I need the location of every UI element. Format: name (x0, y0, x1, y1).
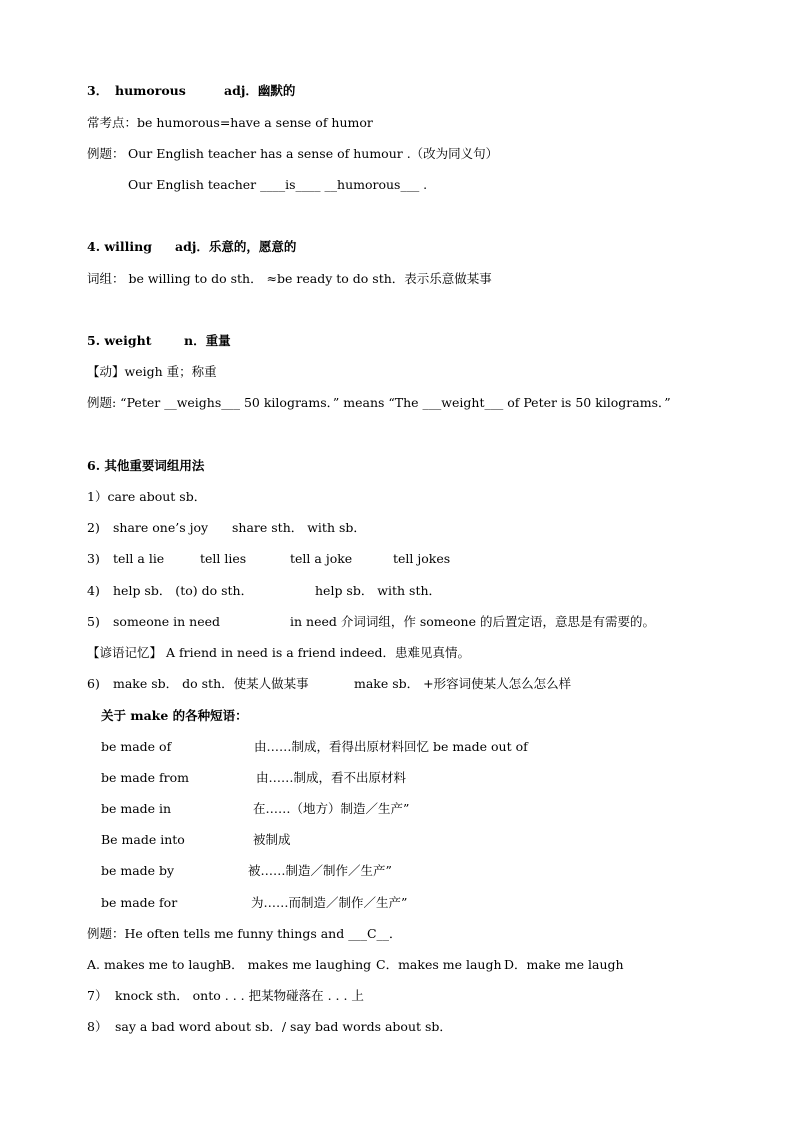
s6-item-3-num: 3) (87, 551, 100, 566)
s6-item-3-d: tell jokes (393, 551, 451, 566)
s3-test-point-text: 常考点：be humorous=have a sense of humor (87, 115, 373, 130)
s6-title: 6. 其他重要词组用法 (87, 458, 205, 473)
s5-verb-text: 【动】weigh 重；称重 (87, 364, 217, 379)
s6-item-5-b: in need 介词词组，作 someone 的后置定语，意思是有需要的。 (290, 614, 655, 629)
make-phrase-zh: 为……而制造／制作／生产” (251, 895, 408, 910)
s6-proverb-text: 【谚语记忆】 A friend in need is a friend indeed．患难见真情。 (87, 645, 471, 660)
make-phrase-en: be made from (101, 770, 190, 785)
s3-word: humorous (115, 83, 186, 98)
s6-item-3-a: tell a lie (113, 551, 165, 566)
s3-number: 3． (87, 83, 109, 98)
make-phrase-zh: 被……制造／制作／生产” (248, 863, 392, 878)
s6-item-4-b: help sb． with sth． (315, 583, 442, 598)
s5-pos: n．重量 (184, 333, 231, 348)
make-phrase-en: be made of (101, 739, 172, 754)
s4-phrase-text: 词组： be willing to do sth． ≈be ready to do sth．表示乐意做某事 (87, 271, 492, 286)
s6-item-7-num: 7） (87, 988, 108, 1003)
s6-item-4-num: 4) (87, 583, 100, 598)
s6-item-8-a: say a bad word about sb．/ say bad words about sb． (115, 1019, 452, 1034)
s6-item-2-b: share sth． with sb． (232, 520, 366, 535)
s6-item-4-a: help sb． (to) do sth． (113, 583, 254, 598)
make-phrase-zh: 由……制成，看得出原材料回忆 be made out of (254, 739, 528, 754)
s6-item-2-num: 2) (87, 520, 100, 535)
s6-make-title: 关于 make 的各种短语： (101, 708, 248, 723)
s6-item-8-num: 8） (87, 1019, 108, 1034)
s6-item-1-text: 1）care about sb． (87, 489, 207, 504)
s4-word: 4. willing (87, 239, 152, 254)
s5-word: 5. weight (87, 333, 152, 348)
s3-answer-text: Our English teacher ____is____ __humorous___ . (128, 177, 428, 192)
s6-item-3-c: tell a joke (290, 551, 353, 566)
make-phrase-zh: 在……（地方）制造／生产” (253, 801, 410, 816)
s6-item-5-num: 5) (87, 614, 100, 629)
s6-item-6-a: make sb． do sth．使某人做某事 (113, 676, 309, 691)
s6-item-2-a: share one’s joy (113, 520, 209, 535)
option-a: A. makes me to laugh (87, 957, 224, 972)
make-phrase-en: be made for (101, 895, 178, 910)
s6-item-3-b: tell lies (200, 551, 247, 566)
make-phrase-en: be made in (101, 801, 172, 816)
make-phrase-en: Be made into (101, 832, 185, 847)
option-c: C．makes me laugh (376, 957, 502, 972)
make-phrase-en: be made by (101, 863, 175, 878)
make-phrase-zh: 被制成 (253, 832, 291, 847)
s6-item-7-a: knock sth． onto . . . 把某物碰落在 . . . 上 (115, 988, 364, 1003)
s6-item-5-a: someone in need (113, 614, 221, 629)
s6-example-text: 例题：He often tells me funny things and ___C__． (87, 926, 402, 941)
option-d: D．make me laugh (504, 957, 624, 972)
make-phrase-zh: 由……制成，看不出原材料 (256, 770, 407, 785)
s3-example-label: 例题： (87, 146, 125, 161)
s3-pos: adj．幽默的 (224, 83, 296, 98)
s3-example-text: Our English teacher has a sense of humour .（改为同义句） (128, 146, 499, 161)
s4-pos: adj．乐意的，愿意的 (175, 239, 297, 254)
option-b: B． makes me laughing (222, 957, 372, 972)
s6-item-6-b: make sb． +形容词使某人怎么怎么样 (354, 676, 572, 691)
s6-item-6-num: 6) (87, 676, 100, 691)
s5-example-text: 例题: “Peter __weighs___ 50 kilograms．” means “The ___weight___ of Peter is 50 kilograms．” (87, 395, 671, 410)
